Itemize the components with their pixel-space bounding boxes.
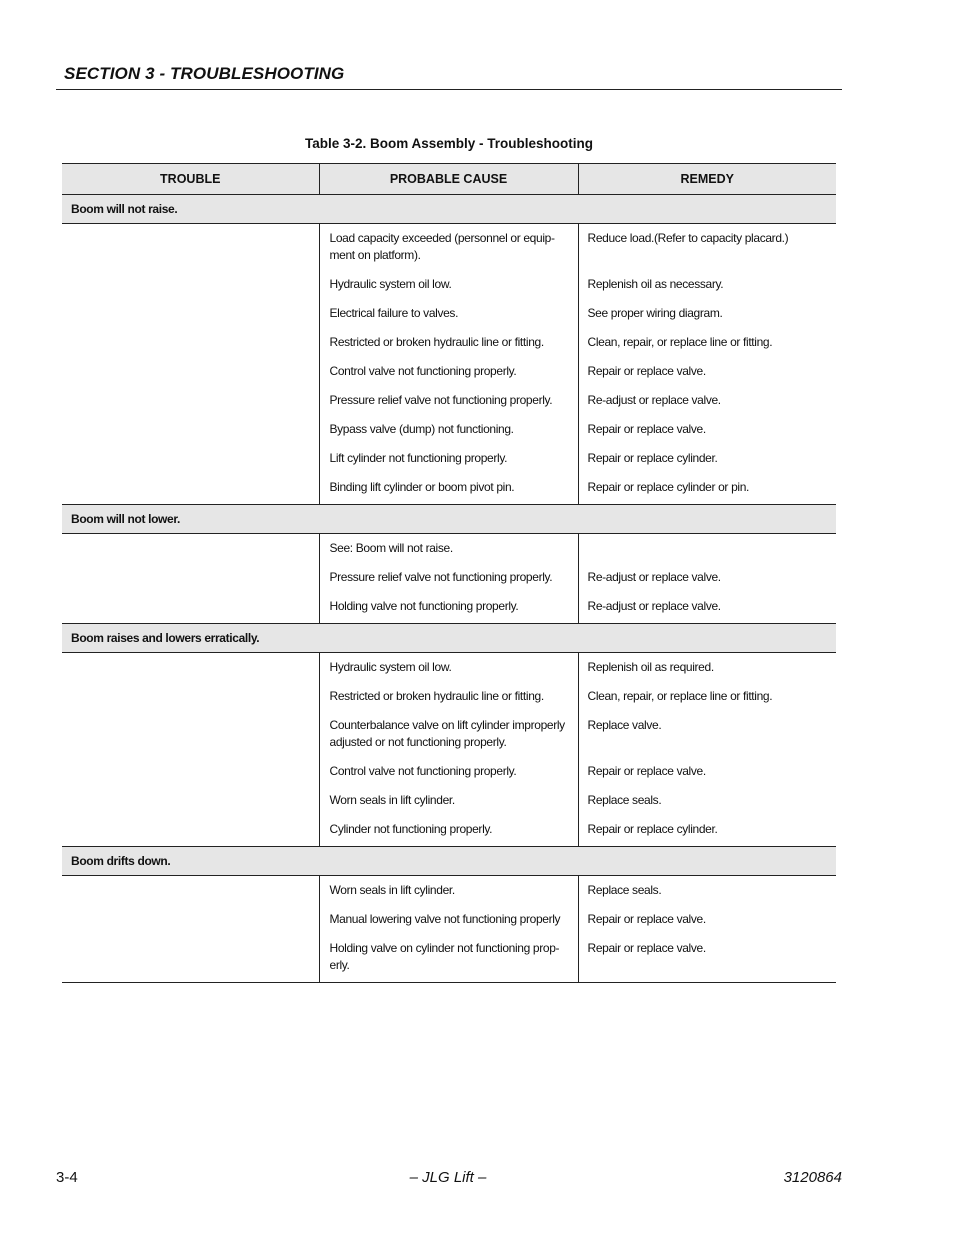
remedy-cell: Clean, repair, or replace line or fitting.	[587, 689, 773, 703]
table-row	[62, 534, 836, 564]
column-header-remedy: REMEDY	[578, 164, 836, 195]
table-row	[62, 444, 836, 473]
column-header-probable-cause: PROBABLE CAUSE	[319, 164, 578, 195]
probable-cause-cell: Pressure relief valve not functioning properly.	[319, 386, 578, 415]
table-row	[62, 270, 836, 299]
trouble-cell	[62, 328, 319, 357]
remedy-cell: Replenish oil as necessary.	[587, 277, 724, 291]
header-rule	[56, 89, 842, 90]
table-row	[62, 876, 836, 906]
trouble-cell	[62, 299, 319, 328]
trouble-cell	[62, 473, 319, 505]
trouble-label: Boom will not lower.	[62, 505, 836, 534]
remedy-cell: Repair or replace cylinder.	[587, 451, 718, 465]
table-row	[62, 328, 836, 357]
trouble-group-row	[62, 505, 836, 534]
probable-cause-cell: Restricted or broken hydraulic line or fitting.	[319, 682, 578, 711]
probable-cause-cell: Counterbalance valve on lift cylinder improperly adjusted or not functioning properly.	[319, 711, 578, 757]
table-row	[62, 815, 836, 847]
trouble-cell	[62, 563, 319, 592]
remedy-cell: Replace seals.	[587, 883, 662, 897]
table-row	[62, 386, 836, 415]
footer-center-text: – JLG Lift –	[409, 1169, 487, 1186]
probable-cause-cell: See: Boom will not raise.	[319, 534, 578, 564]
probable-cause-cell: Worn seals in lift cylinder.	[319, 786, 578, 815]
table-row	[62, 563, 836, 592]
document-number: 3120864	[783, 1169, 842, 1186]
table-row	[62, 415, 836, 444]
trouble-label: Boom raises and lowers erratically.	[62, 624, 836, 653]
table-row	[62, 711, 836, 757]
trouble-label: Boom will not raise.	[62, 195, 836, 224]
probable-cause-cell: Lift cylinder not functioning properly.	[319, 444, 578, 473]
table-row	[62, 682, 836, 711]
probable-cause-cell: Electrical failure to valves.	[319, 299, 578, 328]
table-row	[62, 224, 836, 271]
probable-cause-cell: Holding valve not functioning properly.	[319, 592, 578, 624]
table-body	[62, 195, 836, 983]
probable-cause-cell: Holding valve on cylinder not functioning prop- erly.	[319, 934, 578, 983]
trouble-group-row	[62, 195, 836, 224]
table-row	[62, 757, 836, 786]
probable-cause-cell: Bypass valve (dump) not functioning.	[319, 415, 578, 444]
remedy-cell: Re-adjust or replace valve.	[587, 599, 721, 613]
table-caption: Table 3-2. Boom Assembly - Troubleshooting	[304, 136, 594, 151]
probable-cause-cell: Control valve not functioning properly.	[319, 357, 578, 386]
remedy-cell: Repair or replace cylinder or pin.	[587, 480, 750, 494]
trouble-cell	[62, 786, 319, 815]
trouble-cell	[62, 357, 319, 386]
troubleshooting-table	[62, 163, 836, 983]
remedy-cell: Repair or replace valve.	[578, 934, 836, 983]
trouble-cell	[62, 682, 319, 711]
probable-cause-cell: Manual lowering valve not functioning properly	[319, 905, 578, 934]
remedy-cell: Re-adjust or replace valve.	[587, 570, 721, 584]
remedy-cell: Clean, repair, or replace line or fitting.	[587, 335, 773, 349]
page-number: 3-4	[56, 1169, 78, 1186]
trouble-group-row	[62, 847, 836, 876]
remedy-cell: Replace seals.	[587, 793, 662, 807]
remedy-cell: See proper wiring diagram.	[587, 306, 723, 320]
probable-cause-cell: Hydraulic system oil low.	[319, 653, 578, 683]
remedy-cell: Repair or replace valve.	[587, 764, 706, 778]
trouble-cell	[62, 757, 319, 786]
column-header-trouble: TROUBLE	[62, 164, 319, 195]
remedy-cell: Reduce load.(Refer to capacity placard.)	[587, 231, 789, 245]
table-row	[62, 905, 836, 934]
probable-cause-cell: Cylinder not functioning properly.	[319, 815, 578, 847]
remedy-cell: Repair or replace valve.	[587, 364, 706, 378]
probable-cause-cell: Control valve not functioning properly.	[319, 757, 578, 786]
section-title: SECTION 3 - TROUBLESHOOTING	[64, 64, 345, 83]
probable-cause-cell: Load capacity exceeded (personnel or equip- ment on platform).	[319, 224, 578, 271]
trouble-cell	[62, 653, 319, 683]
table-row	[62, 299, 836, 328]
probable-cause-cell: Pressure relief valve not functioning properly.	[319, 563, 578, 592]
trouble-cell	[62, 224, 319, 271]
table-row	[62, 934, 836, 983]
trouble-cell	[62, 934, 319, 983]
table-row	[62, 357, 836, 386]
trouble-cell	[62, 592, 319, 624]
remedy-cell: Replenish oil as required.	[587, 660, 714, 674]
table-header-row	[62, 164, 836, 195]
probable-cause-cell: Binding lift cylinder or boom pivot pin.	[319, 473, 578, 505]
probable-cause-cell: Restricted or broken hydraulic line or fitting.	[319, 328, 578, 357]
remedy-cell	[578, 534, 836, 564]
trouble-label: Boom drifts down.	[62, 847, 836, 876]
trouble-cell	[62, 386, 319, 415]
trouble-cell	[62, 270, 319, 299]
remedy-cell: Replace valve.	[587, 718, 662, 732]
remedy-cell: Repair or replace cylinder.	[587, 822, 718, 836]
trouble-cell	[62, 534, 319, 564]
table-row	[62, 592, 836, 624]
probable-cause-cell: Worn seals in lift cylinder.	[319, 876, 578, 906]
trouble-cell	[62, 415, 319, 444]
trouble-cell	[62, 444, 319, 473]
trouble-cell	[62, 711, 319, 757]
trouble-cell	[62, 876, 319, 906]
probable-cause-cell: Hydraulic system oil low.	[319, 270, 578, 299]
trouble-cell	[62, 905, 319, 934]
trouble-cell	[62, 815, 319, 847]
remedy-cell: Repair or replace valve.	[587, 912, 706, 926]
table-row	[62, 653, 836, 683]
remedy-cell: Re-adjust or replace valve.	[587, 393, 721, 407]
remedy-cell: Repair or replace valve.	[587, 422, 706, 436]
table-row	[62, 473, 836, 505]
trouble-group-row	[62, 624, 836, 653]
table-row	[62, 786, 836, 815]
